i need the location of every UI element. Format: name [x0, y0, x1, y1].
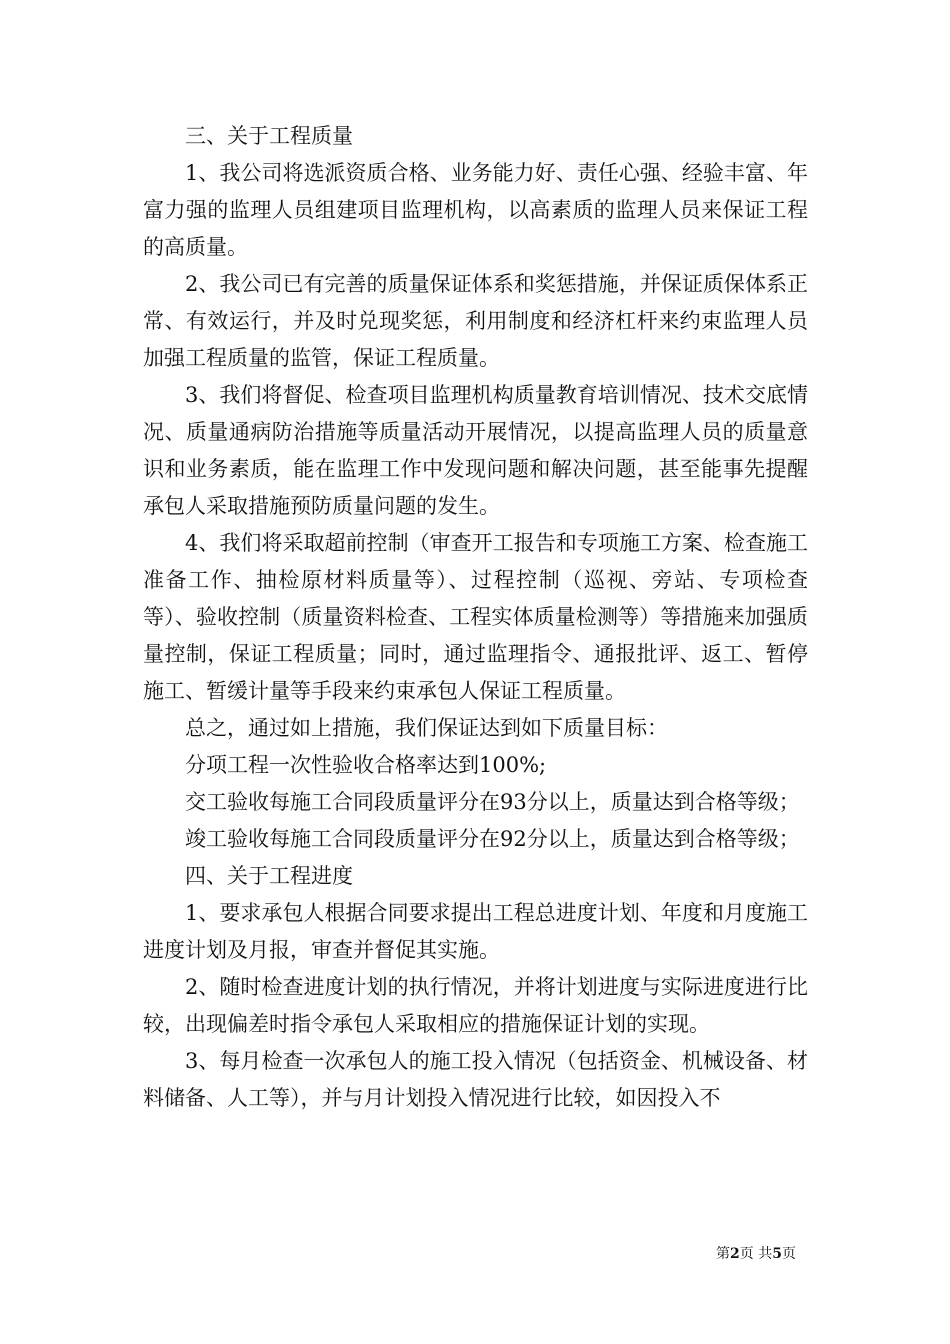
paragraph: 分项工程一次性验收合格率达到100%; — [185, 753, 547, 777]
paragraph: 总之，通过如上措施，我们保证达到如下质量目标： — [185, 716, 668, 740]
section-heading-quality: 三、关于工程质量 — [185, 124, 353, 148]
footer-middle: 页 共 — [739, 1246, 773, 1262]
paragraph: 1、我公司将选派资质合格、业务能力好、责任心强、经验丰富、年富力强的监理人员组建项目监理机构，以高素质的监理人员来保证工程的高质量。 — [143, 161, 808, 259]
paragraph: 竣工验收每施工合同段质量评分在92分以上，质量达到合格等级； — [185, 827, 800, 851]
paragraph: 交工验收每施工合同段质量评分在93分以上，质量达到合格等级； — [185, 790, 800, 814]
current-page-number: 2 — [730, 1246, 740, 1262]
footer-prefix: 第 — [716, 1246, 730, 1262]
paragraph: 1、要求承包人根据合同要求提出工程总进度计划、年度和月度施工进度计划及月报，审查并督促其实施。 — [143, 901, 808, 962]
section-heading-progress: 四、关于工程进度 — [185, 864, 353, 888]
document-body — [143, 118, 808, 1117]
paragraph: 2、我公司已有完善的质量保证体系和奖惩措施，并保证质保体系正常、有效运行，并及时兑现奖惩，利用制度和经济杠杆来约束监理人员加强工程质量的监管，保证工程质量。 — [143, 272, 808, 370]
page-number-footer — [716, 1245, 796, 1263]
paragraph: 2、随时检查进度计划的执行情况，并将计划进度与实际进度进行比较，出现偏差时指令承包人采取相应的措施保证计划的实现。 — [143, 975, 808, 1036]
paragraph: 3、我们将督促、检查项目监理机构质量教育培训情况、技术交底情况、质量通病防治措施等质量活动开展情况，以提高监理人员的质量意识和业务素质，能在监理工作中发现问题和解决问题，甚至能事先提醒承包人采取措施预防质量问题的发生。 — [143, 383, 808, 518]
paragraph: 4、我们将采取超前控制（审查开工报告和专项施工方案、检查施工准备工作、抽检原材料质量等）、过程控制（巡视、旁站、专项检查等）、验收控制（质量资料检查、工程实体质量检测等）等措施来加强质量控制，保证工程质量；同时，通过监理指令、通报批评、返工、暂停施工、暂缓计量等手段来约束承包人保证工程质量。 — [143, 531, 808, 703]
footer-suffix: 页 — [781, 1246, 796, 1262]
total-page-number: 5 — [772, 1246, 782, 1262]
paragraph: 3、每月检查一次承包人的施工投入情况（包括资金、机械设备、材料储备、人工等），并与月计划投入情况进行比较，如因投入不 — [143, 1049, 808, 1110]
